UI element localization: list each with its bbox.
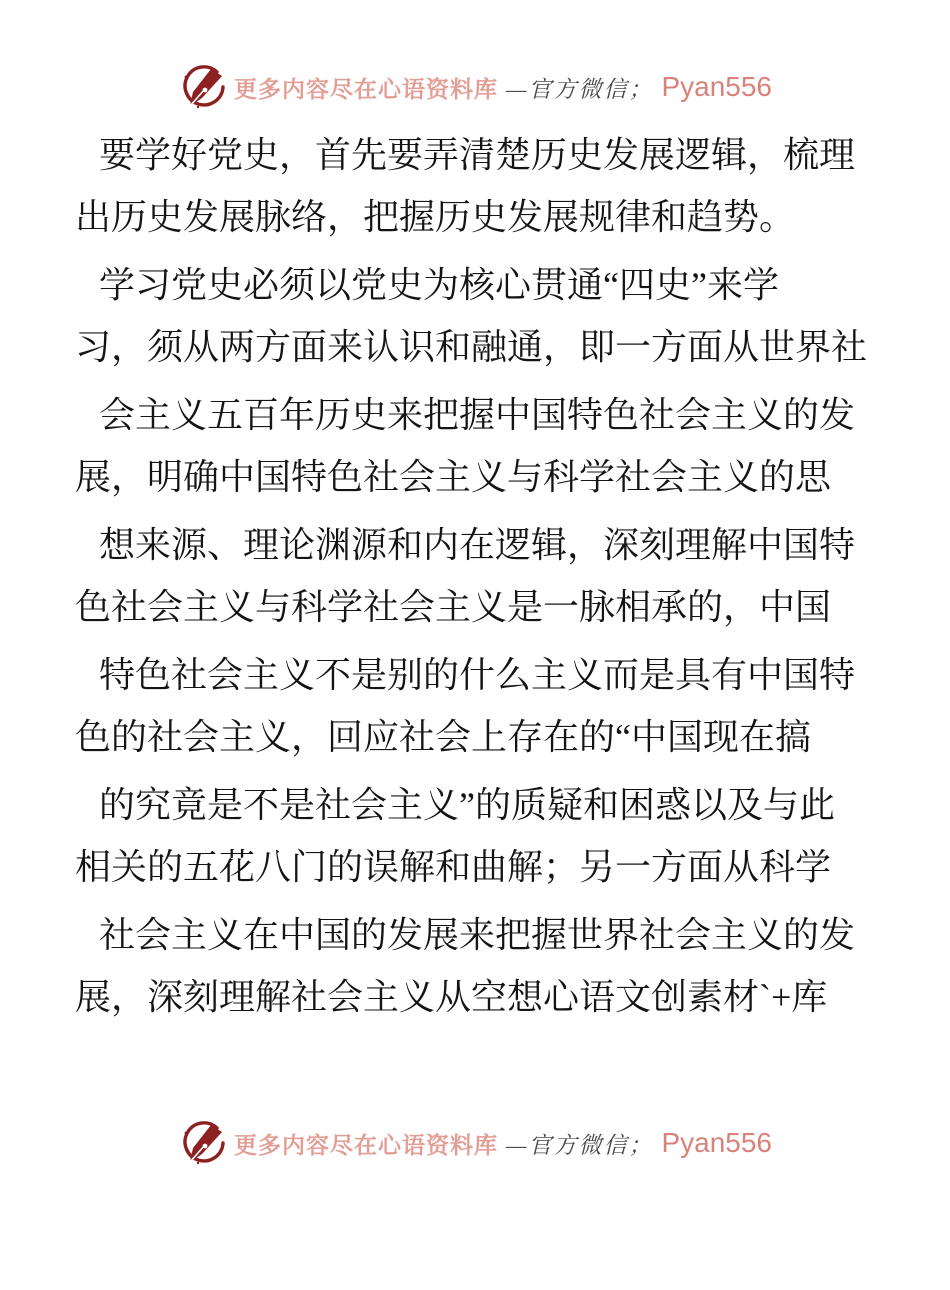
pen-nib-circle-icon bbox=[178, 1119, 226, 1167]
paragraph-line: 特色社会主义不是别的什么主义而是具有中国特 bbox=[99, 655, 856, 695]
pen-nib-circle-icon bbox=[178, 63, 226, 111]
paragraph-line: 色社会主义与科学社会主义是一脉相承的，中国 bbox=[75, 587, 832, 627]
header-brand-text: 更多内容尽在心语资料库 bbox=[234, 76, 498, 102]
paragraph-6 bbox=[75, 774, 882, 898]
paragraph-2 bbox=[75, 254, 882, 378]
footer-brand-text: 更多内容尽在心语资料库 bbox=[234, 1132, 498, 1158]
paragraph-line: 出历史发展脉络，把握历史发展规律和趋势。 bbox=[75, 197, 796, 237]
paragraph-line: 习，须从两方面来认识和融通，即一方面从世界社 bbox=[75, 327, 868, 367]
paragraph-line: 要学好党史，首先要弄清楚历史发展逻辑，梳理 bbox=[99, 135, 856, 175]
footer-wechat-id: Pyan556 bbox=[661, 1127, 772, 1158]
document-body bbox=[0, 124, 950, 1028]
paragraph-5 bbox=[75, 644, 882, 768]
paragraph-line: 学习党史必须以党史为核心贯通“四史”来学 bbox=[99, 265, 779, 305]
header-wechat-label: —官方微信； bbox=[506, 76, 654, 102]
header-wechat-id: Pyan556 bbox=[661, 71, 772, 102]
paragraph-line: 展，明确中国特色社会主义与科学社会主义的思 bbox=[75, 457, 832, 497]
footer-wechat-label: —官方微信； bbox=[506, 1132, 654, 1158]
paragraph-7 bbox=[75, 904, 882, 1028]
paragraph-line: 社会主义在中国的发展来把握世界社会主义的发 bbox=[99, 915, 856, 955]
paragraph-line: 的究竟是不是社会主义”的质疑和困惑以及与此 bbox=[99, 785, 835, 825]
header-watermark bbox=[0, 60, 950, 114]
footer-watermark bbox=[0, 1116, 950, 1170]
paragraph-line: 展，深刻理解社会主义从空想心语文创素材`+库 bbox=[75, 977, 828, 1017]
paragraph-line: 相关的五花八门的误解和曲解；另一方面从科学 bbox=[75, 847, 832, 887]
paragraph-1 bbox=[75, 124, 882, 248]
paragraph-line: 色的社会主义，回应社会上存在的“中国现在搞 bbox=[75, 717, 811, 757]
paragraph-line: 想来源、理论渊源和内在逻辑，深刻理解中国特 bbox=[99, 525, 856, 565]
paragraph-4 bbox=[75, 514, 882, 638]
paragraph-line: 会主义五百年历史来把握中国特色社会主义的发 bbox=[99, 395, 856, 435]
paragraph-3 bbox=[75, 384, 882, 508]
